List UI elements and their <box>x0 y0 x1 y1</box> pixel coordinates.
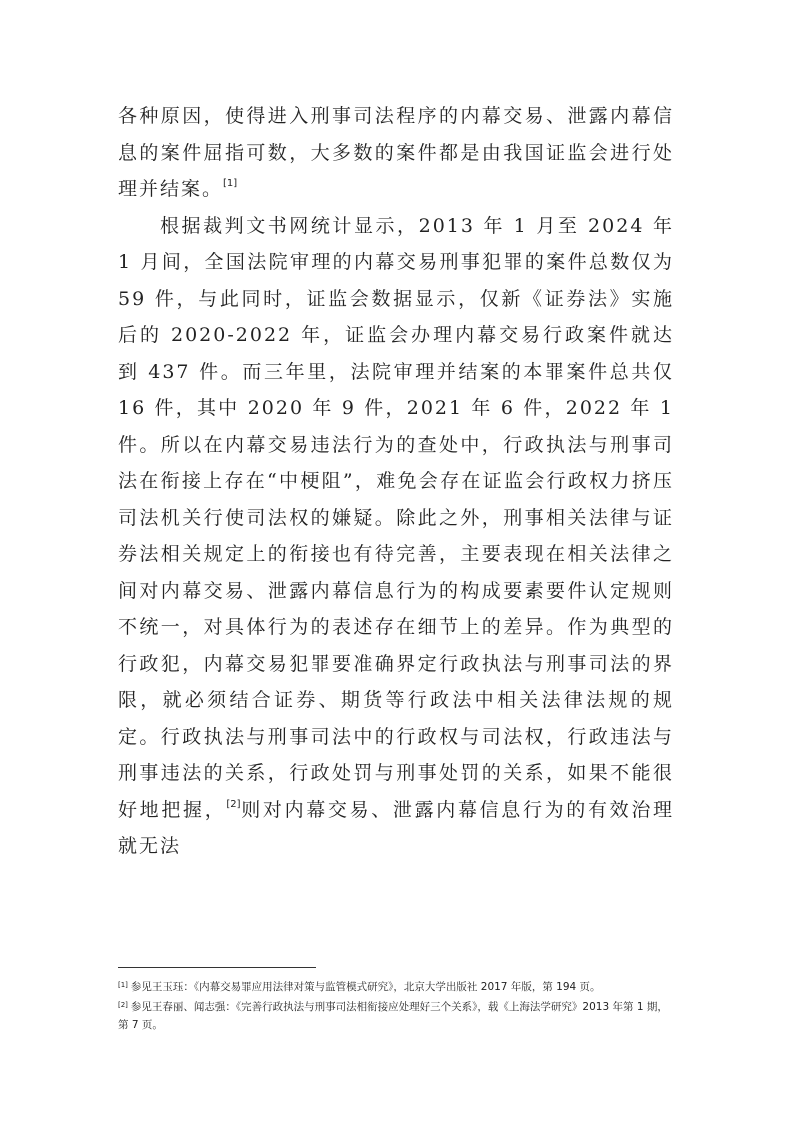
footnote-1 <box>118 976 676 996</box>
footnote-ref-2[interactable]: [2] <box>226 798 241 810</box>
footnote-ref-1[interactable]: [1] <box>223 178 238 189</box>
footnote-2-mark: [2] <box>118 1001 128 1009</box>
footnote-2-text: 参见王春丽、闻志强：《完善行政执法与刑事司法相衔接应处理好三个关系》，载《上海法学研究》2013 年第 1 期，第 7 页。 <box>118 1001 668 1031</box>
footnote-2 <box>118 996 676 1034</box>
body-text <box>118 98 674 865</box>
footnote-1-text: 参见王玉珏：《内幕交易罪应用法律对策与监管模式研究》，北京大学出版社 2017 年版，第 194 页。 <box>130 981 601 993</box>
paragraph-2 <box>118 208 674 865</box>
footnotes <box>118 976 676 1034</box>
footnote-1-mark: [1] <box>118 981 128 989</box>
paragraph-1 <box>118 98 674 208</box>
paragraph-2-text-a: 根据裁判文书网统计显示，2013 年 1 月至 2024 年 1 月间，全国法院审理的内幕交易刑事犯罪的案件总数仅为 59 件，与此同时，证监会数据显示，仅新《证券法》实施后的 2020-2022 年，证监会办理内幕交易行政案件就达到 437 件。而三年里，法院审理并结案的本罪案件总共仅 16 件，其中 2020 年 9 件，2021 年 6 件，2022 年 1 件。所以在内幕交易违法行为的查处中，行政执法与刑事司法在衔接上存在“中梗阻”，难免会存在证监会行政权力挤压司法机关行使司法权的嫌疑。除此之外，刑事相关法律与证券法相关规定上的衔接也有待完善，主要表现在相关法律之间对内幕交易、泄露内幕信息行为的构成要素要件认定规则不统一，对具体行为的表述存在细节上的差异。作为典型的行政犯，内幕交易犯罪要准确界定行政执法与刑事司法的界限，就必须结合证券、期货等行政法中相关法律法规的规定。行政执法与刑事司法中的行政权与司法权，行政违法与刑事违法的关系，行政处罚与刑事处罚的关系，如果不能很好地把握， <box>118 214 674 821</box>
paragraph-2-text-b: 则对内幕交易、泄露内幕信息行为的有效治理就无法 <box>118 798 674 857</box>
paragraph-1-text: 各种原因，使得进入刑事司法程序的内幕交易、泄露内幕信息的案件屈指可数，大多数的案件都是由我国证监会进行处理并结案。 <box>118 105 674 200</box>
footnote-separator <box>118 967 316 968</box>
